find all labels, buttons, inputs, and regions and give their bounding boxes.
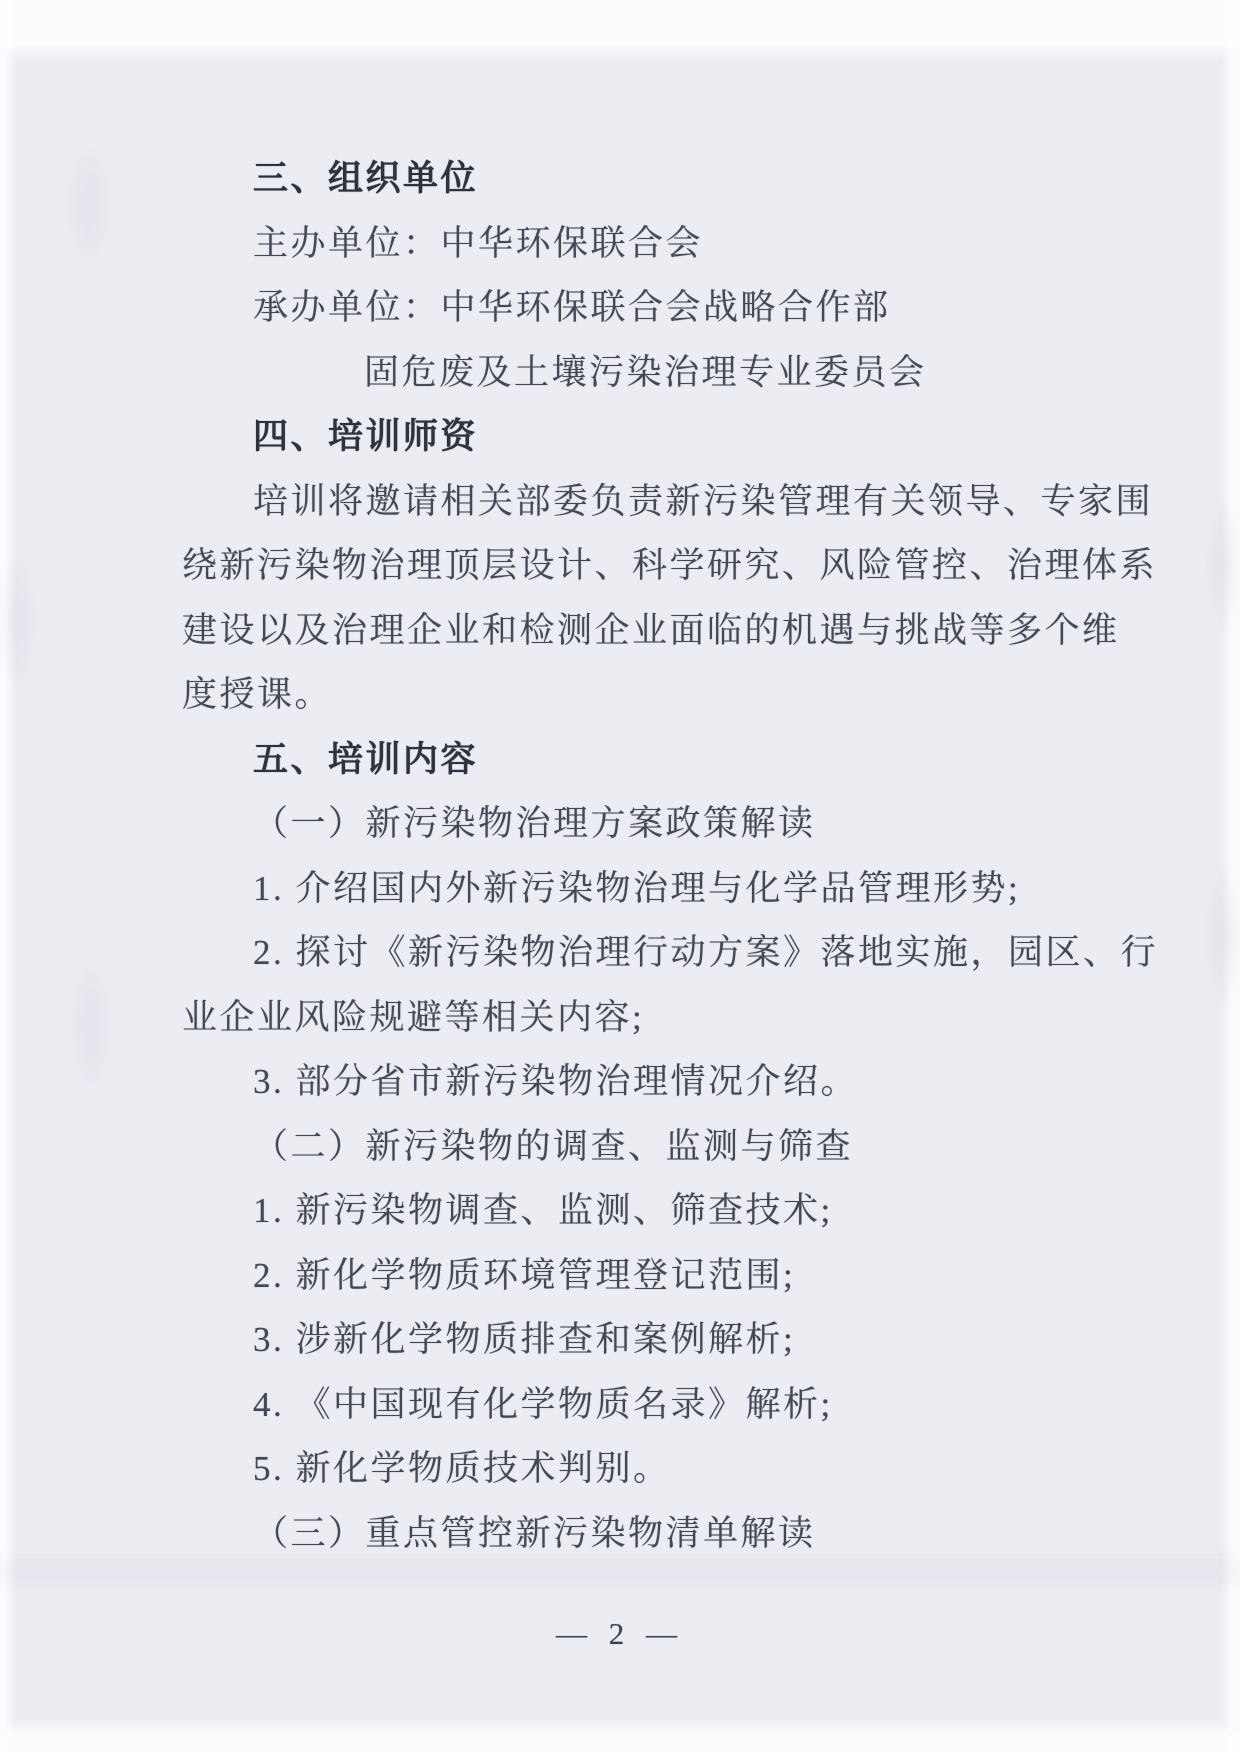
text-line: 1. 新污染物调查、监测、筛查技术;	[253, 1191, 833, 1230]
text-line: （一）新污染物治理方案政策解读	[253, 804, 816, 843]
section-heading: 五、培训内容	[253, 739, 479, 779]
scan-smudge	[0, 545, 40, 695]
document-body	[182, 147, 1159, 1566]
text-line: 3. 部分省市新污染物治理情况介绍。	[253, 1062, 859, 1101]
scan-smudge	[66, 955, 116, 1095]
text-line: 建设以及治理企业和检测企业面临的机遇与挑战等多个维	[182, 610, 1120, 650]
page-number: — 2 —	[556, 1616, 684, 1651]
text-line: 度授课。	[182, 675, 333, 714]
text-line: 绕新污染物治理顶层设计、科学研究、风险管控、治理体系	[182, 546, 1158, 585]
text-line: 3. 涉新化学物质排查和案例解析;	[253, 1320, 796, 1359]
text-line: 4. 《中国现有化学物质名录》解析;	[253, 1384, 833, 1424]
section-heading: 四、培训师资	[253, 417, 479, 456]
text-line: 承办单位：中华环保联合会战略合作部	[253, 288, 891, 327]
text-line: 2. 探讨《新污染物治理行动方案》落地实施，园区、行	[253, 933, 1159, 972]
text-line: 主办单位：中华环保联合会	[253, 223, 704, 263]
scan-smudge	[1202, 495, 1240, 635]
text-line: 业企业风险规避等相关内容;	[182, 997, 645, 1037]
text-line: 固危废及土壤污染治理专业委员会	[364, 352, 927, 392]
text-line: （二）新污染物的调查、监测与筛查	[253, 1126, 854, 1166]
text-line: （三）重点管控新污染物清单解读	[253, 1513, 816, 1553]
text-line: 1. 介绍国内外新污染物治理与化学品管理形势;	[253, 868, 1021, 908]
scan-smudge	[62, 140, 116, 270]
section-heading: 三、组织单位	[253, 159, 479, 198]
text-line: 2. 新化学物质环境管理登记范围;	[253, 1255, 796, 1295]
text-line: 5. 新化学物质技术判别。	[253, 1449, 671, 1488]
text-line: 培训将邀请相关部委负责新污染管理有关领导、专家围	[253, 481, 1154, 521]
scan-smudge	[1200, 860, 1240, 1010]
